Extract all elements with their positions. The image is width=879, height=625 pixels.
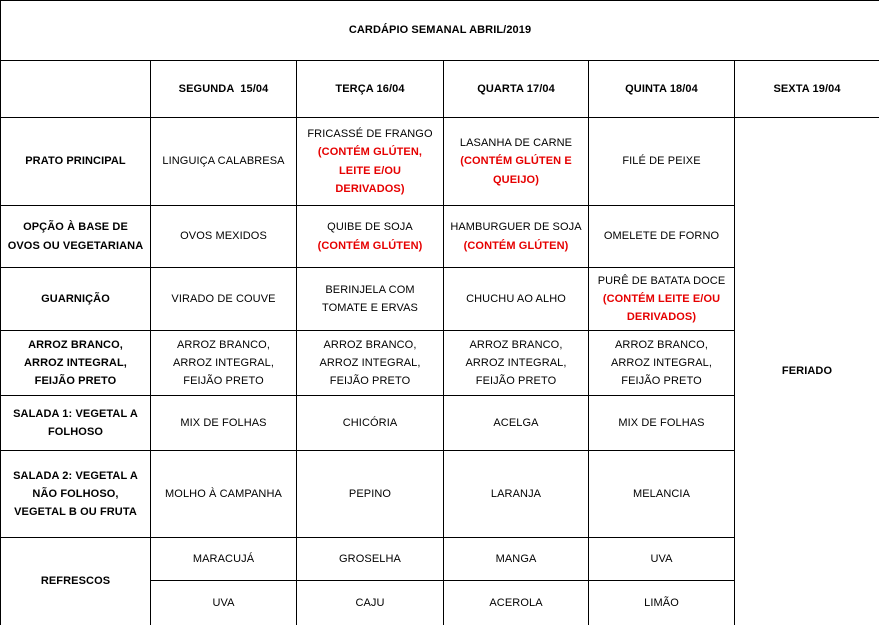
dish-name: LASANHA DE CARNE <box>459 137 573 150</box>
dish-name: CAJU <box>355 596 385 609</box>
dish-name: FRICASSÉ DE FRANGO <box>307 128 433 141</box>
menu-cell <box>151 538 297 581</box>
menu-cell <box>151 451 297 538</box>
menu-cell <box>151 206 297 268</box>
menu-cell <box>151 396 297 451</box>
row-header-prato-principal: PRATO PRINCIPAL <box>1 118 151 206</box>
menu-cell <box>589 118 735 206</box>
row-header-salada-2: SALADA 2: VEGETAL A NÃO FOLHOSO, VEGETAL B OU FRUTA <box>1 451 151 538</box>
day-header-terca: TERÇA 16/04 <box>297 61 444 118</box>
menu-cell <box>297 118 444 206</box>
dish-name: ACEROLA <box>489 596 543 609</box>
menu-cell <box>151 118 297 206</box>
menu-cell <box>151 581 297 625</box>
menu-cell <box>444 396 589 451</box>
dish-name: ARROZ BRANCO, ARROZ INTEGRAL, FEIJÃO PRETO <box>465 338 567 388</box>
table-row <box>1 118 879 206</box>
dish-name: MOLHO À CAMPANHA <box>165 487 282 500</box>
menu-cell <box>589 268 735 331</box>
allergen-note: (CONTÉM GLÚTEN E QUEIJO) <box>460 155 572 186</box>
dish-name: MIX DE FOLHAS <box>618 416 705 429</box>
dish-name: ARROZ BRANCO, ARROZ INTEGRAL, FEIJÃO PRETO <box>319 338 421 388</box>
dish-name: OMELETE DE FORNO <box>603 230 720 243</box>
menu-cell <box>589 331 735 396</box>
day-header-quinta: QUINTA 18/04 <box>589 61 735 118</box>
row-header-salada-1: SALADA 1: VEGETAL A FOLHOSO <box>1 396 151 451</box>
day-header-segunda: SEGUNDA 15/04 <box>151 61 297 118</box>
menu-cell <box>297 396 444 451</box>
holiday-cell: FERIADO <box>735 118 879 625</box>
allergen-note: (CONTÉM GLÚTEN, LEITE E/OU DERIVADOS) <box>317 146 423 195</box>
allergen-note: (CONTÉM LEITE E/OU DERIVADOS) <box>602 292 721 324</box>
menu-cell <box>589 538 735 581</box>
day-header-quarta: QUARTA 17/04 <box>444 61 589 118</box>
corner-cell <box>1 61 151 118</box>
dish-name: MANGA <box>495 552 537 565</box>
row-header-opcao-ovos-vegetariana: OPÇÃO À BASE DE OVOS OU VEGETARIANA <box>1 206 151 268</box>
menu-cell <box>297 268 444 331</box>
dish-name: UVA <box>212 596 235 609</box>
dish-name: ARROZ BRANCO, ARROZ INTEGRAL, FEIJÃO PRETO <box>172 338 275 388</box>
dish-name: CHUCHU AO ALHO <box>466 292 566 305</box>
allergen-note: (CONTÉM GLÚTEN) <box>463 239 569 252</box>
row-header-arroz-feijao: ARROZ BRANCO, ARROZ INTEGRAL, FEIJÃO PRETO <box>1 331 151 396</box>
dish-name: BERINJELA COM TOMATE E ERVAS <box>322 283 418 314</box>
menu-cell <box>297 331 444 396</box>
dish-name: ARROZ BRANCO, ARROZ INTEGRAL, FEIJÃO PRETO <box>610 338 713 388</box>
menu-cell <box>151 331 297 396</box>
row-header-refrescos: REFRESCOS <box>1 538 151 625</box>
dish-name: MELANCIA <box>632 487 691 500</box>
dish-name: FILÉ DE PEIXE <box>622 155 701 168</box>
dish-name: LARANJA <box>490 487 542 500</box>
menu-cell <box>444 581 589 625</box>
menu-cell <box>297 581 444 625</box>
dish-name: HAMBURGUER DE SOJA <box>450 221 582 234</box>
menu-cell <box>151 268 297 331</box>
menu-cell <box>297 206 444 268</box>
menu-cell <box>589 206 735 268</box>
allergen-note: (CONTÉM GLÚTEN) <box>317 239 423 252</box>
page-title: CARDÁPIO SEMANAL ABRIL/2019 <box>1 1 879 61</box>
menu-cell <box>297 538 444 581</box>
dish-name: PEPINO <box>348 487 392 500</box>
menu-cell <box>589 396 735 451</box>
menu-cell <box>297 451 444 538</box>
dish-name: UVA <box>650 552 673 565</box>
menu-cell <box>444 451 589 538</box>
day-header-sexta: SEXTA 19/04 <box>735 61 879 118</box>
dish-name: LIMÃO <box>644 596 679 609</box>
menu-cell <box>589 451 735 538</box>
row-header-guarnicao: GUARNIÇÃO <box>1 268 151 331</box>
dish-name: MIX DE FOLHAS <box>180 416 267 429</box>
dish-name: VIRADO DE COUVE <box>171 292 276 305</box>
menu-cell <box>589 581 735 625</box>
menu-cell <box>444 331 589 396</box>
dish-name: ACELGA <box>493 416 539 429</box>
dish-name: OVOS MEXIDOS <box>180 230 267 243</box>
dish-name: GROSELHA <box>339 552 401 565</box>
menu-cell <box>444 118 589 206</box>
dish-name: LINGUIÇA CALABRESA <box>162 155 285 168</box>
dish-name: CHICÓRIA <box>342 416 398 429</box>
menu-cell <box>444 538 589 581</box>
dish-name: MARACUJÁ <box>192 552 255 565</box>
dish-name: QUIBE DE SOJA <box>327 221 413 234</box>
menu-cell <box>444 206 589 268</box>
dish-name: PURÊ DE BATATA DOCE <box>597 274 726 287</box>
menu-cell <box>444 268 589 331</box>
